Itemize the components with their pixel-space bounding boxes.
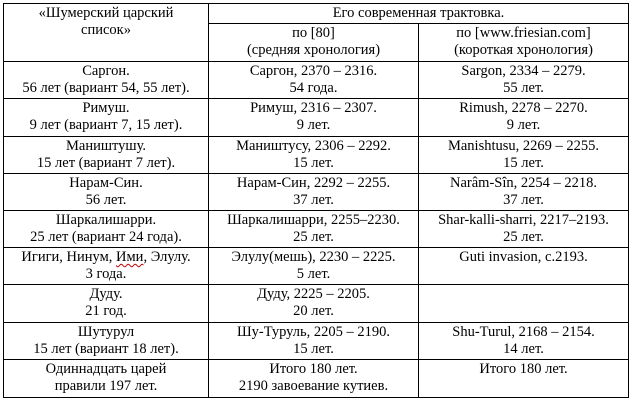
- table-row: [4, 62, 629, 99]
- cell-line: Manishtusu, 2269 – 2255.: [447, 137, 600, 154]
- short-chronology-cell: [419, 322, 629, 359]
- middle-chronology-cell: [209, 99, 419, 136]
- header-col1-line1: «Шумерский царский: [38, 5, 174, 21]
- cell-line: Shar-kalli-sharri, 2217–2193.: [438, 212, 609, 229]
- cell-line: Саргон, 2370 – 2316.: [249, 63, 378, 80]
- header-col2-line1: по [80]: [292, 25, 335, 42]
- cell-line: 3 года.: [85, 266, 127, 283]
- short-chronology-cell: [419, 248, 629, 285]
- cell-line: Шаркалишарри, 2255–2230.: [227, 212, 400, 229]
- cell-line: 25 лет.: [293, 229, 334, 246]
- table-row: [4, 322, 629, 359]
- cell-line: Нарам-Син.: [69, 174, 143, 191]
- table-row: [4, 99, 629, 136]
- cell-line: 20 лет.: [293, 303, 334, 320]
- cell-line: 9 лет.: [296, 117, 331, 134]
- cell-line: Нарам-Син, 2292 – 2255.: [236, 174, 391, 191]
- cell-line: 56 лет (вариант 54, 55 лет).: [22, 80, 190, 97]
- cell-line: 25 лет (вариант 24 года).: [30, 229, 182, 246]
- king-list-cell: [4, 99, 209, 136]
- cell-line: 15 лет.: [293, 340, 334, 357]
- short-chronology-cell: [419, 285, 629, 322]
- table-row: [4, 248, 629, 285]
- cell-line: 56 лет.: [85, 191, 127, 208]
- cell-line: Шутурул: [77, 323, 135, 340]
- cell-line: Маништушу.: [66, 137, 146, 154]
- cell-line: Дуду.: [89, 286, 123, 303]
- table-row-total: [4, 359, 629, 397]
- middle-chronology-cell: [209, 322, 419, 359]
- cell-line: 55 лет.: [503, 80, 544, 97]
- king-list-table: [3, 3, 629, 398]
- cell-line: Sargon, 2334 – 2279.: [461, 63, 586, 80]
- cell-line-spellcheck: Игиги, Нинум, Ими, Элулу.: [21, 249, 191, 266]
- header-col3-line1: по [www.friesian.com]: [456, 25, 591, 42]
- table-row: [4, 173, 629, 210]
- header-middle-chronology: [209, 24, 419, 62]
- cell-line: Дуду, 2225 – 2205.: [257, 286, 370, 303]
- cell-line: Шу-Туруль, 2205 – 2190.: [237, 323, 390, 340]
- header-sumerian-list: [4, 4, 209, 62]
- cell-line: 25 лет.: [503, 229, 544, 246]
- cell-line: 37 лет.: [503, 191, 544, 208]
- king-list-cell: [4, 285, 209, 322]
- cell-line: 5 лет.: [296, 266, 331, 283]
- cell-line: Маништусу, 2306 – 2292.: [236, 137, 391, 154]
- king-list-cell: [4, 211, 209, 248]
- cell-line: 21 год.: [85, 303, 127, 320]
- king-list-cell: [4, 359, 209, 397]
- king-list-cell: [4, 173, 209, 210]
- cell-line: Итого 180 лет.: [479, 360, 568, 377]
- king-list-cell: [4, 136, 209, 173]
- cell-line: Римуш.: [82, 100, 130, 117]
- cell-line: Элулу(мешь), 2230 – 2225.: [231, 249, 396, 266]
- cell-line: 14 лет.: [503, 340, 544, 357]
- cell-line: 15 лет (вариант 7 лет).: [36, 154, 176, 171]
- cell-line: 37 лет.: [293, 191, 334, 208]
- middle-chronology-cell: [209, 136, 419, 173]
- spellcheck-underline: Ими: [116, 249, 144, 266]
- short-chronology-cell: [419, 211, 629, 248]
- cell-line: 9 лет.: [506, 117, 541, 134]
- middle-chronology-cell: [209, 248, 419, 285]
- middle-chronology-cell: [209, 211, 419, 248]
- header-col3-line2: (короткая хронология): [454, 42, 593, 59]
- cell-line: 15 лет.: [293, 154, 334, 171]
- cell-line: 15 лет.: [503, 154, 544, 171]
- cell-line: 2190 завоевание кутиев.: [238, 377, 389, 394]
- short-chronology-cell: [419, 173, 629, 210]
- header-col2-line2: (средняя хронология): [246, 42, 381, 59]
- cell-line: Одиннадцать царей: [45, 360, 167, 377]
- middle-chronology-cell: [209, 285, 419, 322]
- table-row: [4, 285, 629, 322]
- short-chronology-cell: [419, 62, 629, 99]
- middle-chronology-cell: [209, 173, 419, 210]
- table-row: [4, 211, 629, 248]
- header-short-chronology: [419, 24, 629, 62]
- cell-line: Саргон.: [82, 63, 130, 80]
- table-row: [4, 136, 629, 173]
- header-col1-line2: список»: [81, 22, 131, 38]
- cell-line: Шаркалишарри.: [55, 212, 157, 229]
- cell-line: Shu-Turul, 2168 – 2154.: [452, 323, 595, 340]
- cell-line: Guti invasion, c.2193.: [459, 249, 588, 266]
- cell-line: Итого 180 лет.: [269, 360, 358, 377]
- king-list-cell: [4, 248, 209, 285]
- cell-line: 15 лет (вариант 18 лет).: [33, 340, 179, 357]
- cell-line: Rimush, 2278 – 2270.: [459, 100, 588, 117]
- king-list-cell: [4, 322, 209, 359]
- cell-line: 54 года.: [289, 80, 338, 97]
- short-chronology-cell: [419, 99, 629, 136]
- middle-chronology-cell: [209, 62, 419, 99]
- cell-line: Римуш, 2316 – 2307.: [250, 100, 377, 117]
- cell-line: Narâm-Sîn, 2254 – 2218.: [450, 174, 597, 191]
- cell-line: правили 197 лет.: [54, 377, 158, 394]
- short-chronology-cell: [419, 136, 629, 173]
- cell-line: 9 лет (вариант 7, 15 лет).: [29, 117, 183, 134]
- king-list-cell: [4, 62, 209, 99]
- middle-chronology-cell: [209, 359, 419, 397]
- short-chronology-cell: [419, 359, 629, 397]
- header-modern-interpretation: Его современная трактовка.: [209, 4, 629, 24]
